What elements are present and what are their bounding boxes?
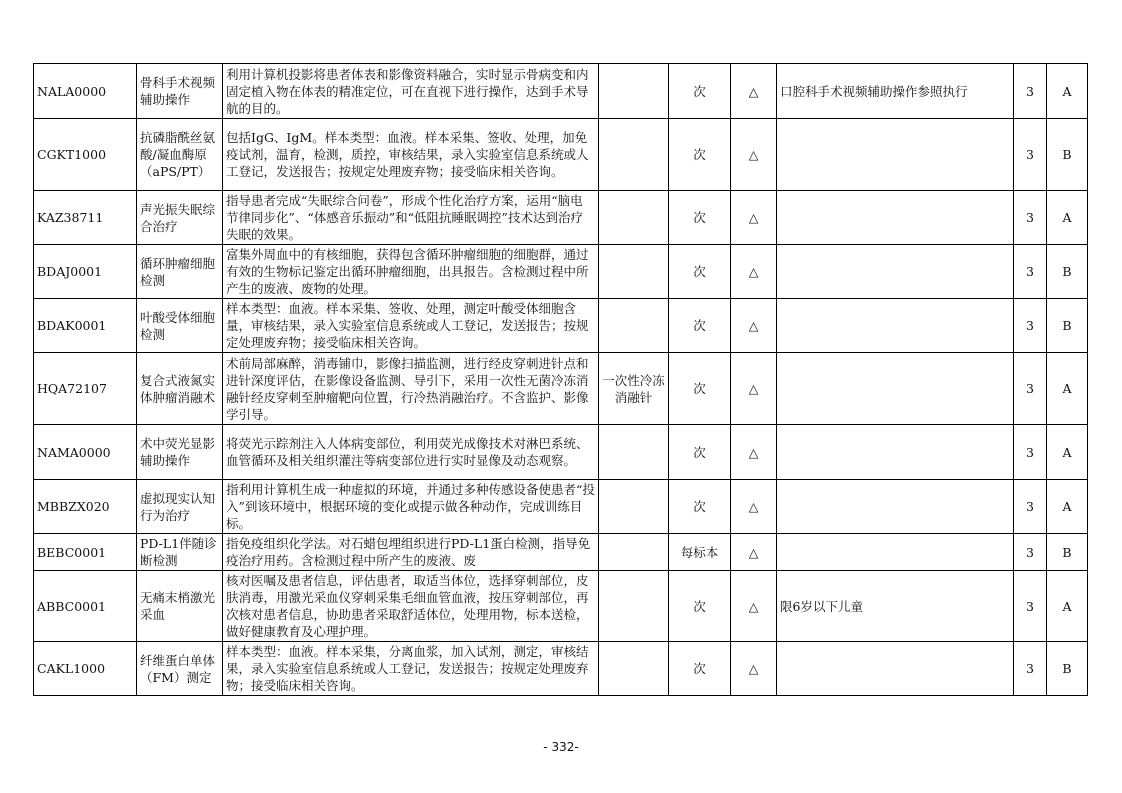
level-cell: 3 (1014, 119, 1047, 191)
mark-cell: △ (731, 425, 777, 480)
grade-cell: B (1047, 119, 1088, 191)
table-row (34, 299, 1088, 353)
table-row (34, 191, 1088, 245)
table-body (34, 64, 1088, 696)
excluded-content-cell (599, 480, 669, 534)
project-name-cell: 抗磷脂酰丝氨酸/凝血酶原（aPS/PT） (137, 119, 223, 191)
note-cell (777, 642, 1014, 696)
code-cell: NALA0000 (34, 64, 137, 119)
level-cell: 3 (1014, 299, 1047, 353)
level-cell: 3 (1014, 534, 1047, 571)
code-cell: KAZ38711 (34, 191, 137, 245)
content-cell: 核对医嘱及患者信息，评估患者，取适当体位，选择穿刺部位，皮肤消毒，用激光采血仪穿刺采集毛细血管血液，按压穿刺部位，再次核对患者信息，协助患者采取舒适体位，处理用物，标本送检，做好健康教育及心理护理。 (223, 571, 599, 642)
mark-cell: △ (731, 642, 777, 696)
content-cell: 样本类型：血液。样本采集，分离血浆，加入试剂，测定，审核结果，录入实验室信息系统或人工登记，发送报告；按规定处理废弃物；接受临床相关咨询。 (223, 642, 599, 696)
content-cell: 术前局部麻醉，消毒铺巾，影像扫描监测，进行经皮穿刺进针点和进针深度评估，在影像设备监测、导引下，采用一次性无菌冷冻消融针经皮穿刺至肿瘤靶向位置，行冷热消融治疗。不含监护、影像学引导。 (223, 353, 599, 425)
content-cell: 将荧光示踪剂注入人体病变部位，利用荧光成像技术对淋巴系统、血管循环及相关组织灌注等病变部位进行实时显像及动态观察。 (223, 425, 599, 480)
note-cell (777, 534, 1014, 571)
level-cell: 3 (1014, 642, 1047, 696)
table-row (34, 642, 1088, 696)
note-cell (777, 191, 1014, 245)
project-name-cell: 虚拟现实认知行为治疗 (137, 480, 223, 534)
content-cell: 样本类型：血液。样本采集、签收、处理，测定叶酸受体细胞含量，审核结果，录入实验室信息系统或人工登记，发送报告；按规定处理废弃物；接受临床相关咨询。 (223, 299, 599, 353)
grade-cell: A (1047, 425, 1088, 480)
table-row (34, 425, 1088, 480)
unit-cell: 次 (669, 119, 731, 191)
project-name-cell: 叶酸受体细胞检测 (137, 299, 223, 353)
content-cell: 包括IgG、IgM。样本类型：血液。样本采集、签收、处理，加免疫试剂，温育，检测，质控，审核结果，录入实验室信息系统或人工登记，发送报告；按规定处理废弃物；接受临床相关咨询。 (223, 119, 599, 191)
mark-cell: △ (731, 571, 777, 642)
level-cell: 3 (1014, 571, 1047, 642)
level-cell: 3 (1014, 425, 1047, 480)
grade-cell: A (1047, 480, 1088, 534)
table-row (34, 245, 1088, 299)
code-cell: NAMA0000 (34, 425, 137, 480)
table-row (34, 353, 1088, 425)
mark-cell: △ (731, 119, 777, 191)
mark-cell: △ (731, 534, 777, 571)
content-cell: 指免疫组织化学法。对石蜡包埋组织进行PD-L1蛋白检测，指导免疫治疗用药。含检测过程中所产生的废液、废 (223, 534, 599, 571)
project-name-cell: 骨科手术视频辅助操作 (137, 64, 223, 119)
unit-cell: 次 (669, 64, 731, 119)
level-cell: 3 (1014, 353, 1047, 425)
table-row (34, 534, 1088, 571)
project-name-cell: 术中荧光显影辅助操作 (137, 425, 223, 480)
code-cell: CGKT1000 (34, 119, 137, 191)
code-cell: BDAJ0001 (34, 245, 137, 299)
code-cell: BEBC0001 (34, 534, 137, 571)
excluded-content-cell (599, 64, 669, 119)
note-cell (777, 480, 1014, 534)
grade-cell: A (1047, 191, 1088, 245)
mark-cell: △ (731, 353, 777, 425)
excluded-content-cell (599, 642, 669, 696)
unit-cell: 次 (669, 642, 731, 696)
excluded-content-cell (599, 425, 669, 480)
code-cell: BDAK0001 (34, 299, 137, 353)
content-cell: 富集外周血中的有核细胞，获得包含循环肿瘤细胞的细胞群，通过有效的生物标记鉴定出循环肿瘤细胞，出具报告。含检测过程中所产生的废液、废物的处理。 (223, 245, 599, 299)
project-name-cell: 无痛末梢激光采血 (137, 571, 223, 642)
mark-cell: △ (731, 191, 777, 245)
grade-cell: B (1047, 642, 1088, 696)
content-cell: 指利用计算机生成一种虚拟的环境，并通过多种传感设备使患者“投入”到该环境中，根据环境的变化或提示做各种动作，完成训练目标。 (223, 480, 599, 534)
page-number: - 332- (543, 740, 579, 754)
table-row (34, 571, 1088, 642)
note-cell (777, 425, 1014, 480)
unit-cell: 每标本 (669, 534, 731, 571)
level-cell: 3 (1014, 191, 1047, 245)
excluded-content-cell (599, 245, 669, 299)
table-row (34, 64, 1088, 119)
grade-cell: B (1047, 245, 1088, 299)
grade-cell: B (1047, 534, 1088, 571)
note-cell: 限6岁以下儿童 (777, 571, 1014, 642)
excluded-content-cell (599, 119, 669, 191)
unit-cell: 次 (669, 425, 731, 480)
excluded-content-cell: 一次性冷冻消融针 (599, 353, 669, 425)
project-name-cell: 复合式液氮实体肿瘤消融术 (137, 353, 223, 425)
code-cell: HQA72107 (34, 353, 137, 425)
grade-cell: A (1047, 353, 1088, 425)
grade-cell: A (1047, 571, 1088, 642)
note-cell (777, 353, 1014, 425)
unit-cell: 次 (669, 245, 731, 299)
unit-cell: 次 (669, 191, 731, 245)
project-name-cell: 循环肿瘤细胞检测 (137, 245, 223, 299)
note-cell (777, 299, 1014, 353)
excluded-content-cell (599, 571, 669, 642)
code-cell: CAKL1000 (34, 642, 137, 696)
note-cell (777, 119, 1014, 191)
grade-cell: A (1047, 64, 1088, 119)
table-row (34, 480, 1088, 534)
code-cell: MBBZX020 (34, 480, 137, 534)
mark-cell: △ (731, 64, 777, 119)
code-cell: ABBC0001 (34, 571, 137, 642)
unit-cell: 次 (669, 480, 731, 534)
mark-cell: △ (731, 245, 777, 299)
content-cell: 指导患者完成“失眠综合问卷”，形成个性化治疗方案，运用“脑电节律同步化”、“体感音乐振动”和“低阻抗睡眠调控”技术达到治疗失眠的效果。 (223, 191, 599, 245)
project-name-cell: PD-L1伴随诊断检测 (137, 534, 223, 571)
excluded-content-cell (599, 534, 669, 571)
grade-cell: B (1047, 299, 1088, 353)
level-cell: 3 (1014, 64, 1047, 119)
mark-cell: △ (731, 299, 777, 353)
project-name-cell: 纤维蛋白单体（FM）测定 (137, 642, 223, 696)
project-name-cell: 声光振失眠综合治疗 (137, 191, 223, 245)
level-cell: 3 (1014, 480, 1047, 534)
excluded-content-cell (599, 191, 669, 245)
excluded-content-cell (599, 299, 669, 353)
table-row (34, 119, 1088, 191)
mark-cell: △ (731, 480, 777, 534)
content-cell: 利用计算机投影将患者体表和影像资料融合，实时显示骨病变和内固定植入物在体表的精准定位，可在直视下进行操作，达到手术导航的目的。 (223, 64, 599, 119)
unit-cell: 次 (669, 571, 731, 642)
unit-cell: 次 (669, 299, 731, 353)
unit-cell: 次 (669, 353, 731, 425)
note-cell (777, 245, 1014, 299)
fee-table (33, 63, 1088, 696)
level-cell: 3 (1014, 245, 1047, 299)
note-cell: 口腔科手术视频辅助操作参照执行 (777, 64, 1014, 119)
